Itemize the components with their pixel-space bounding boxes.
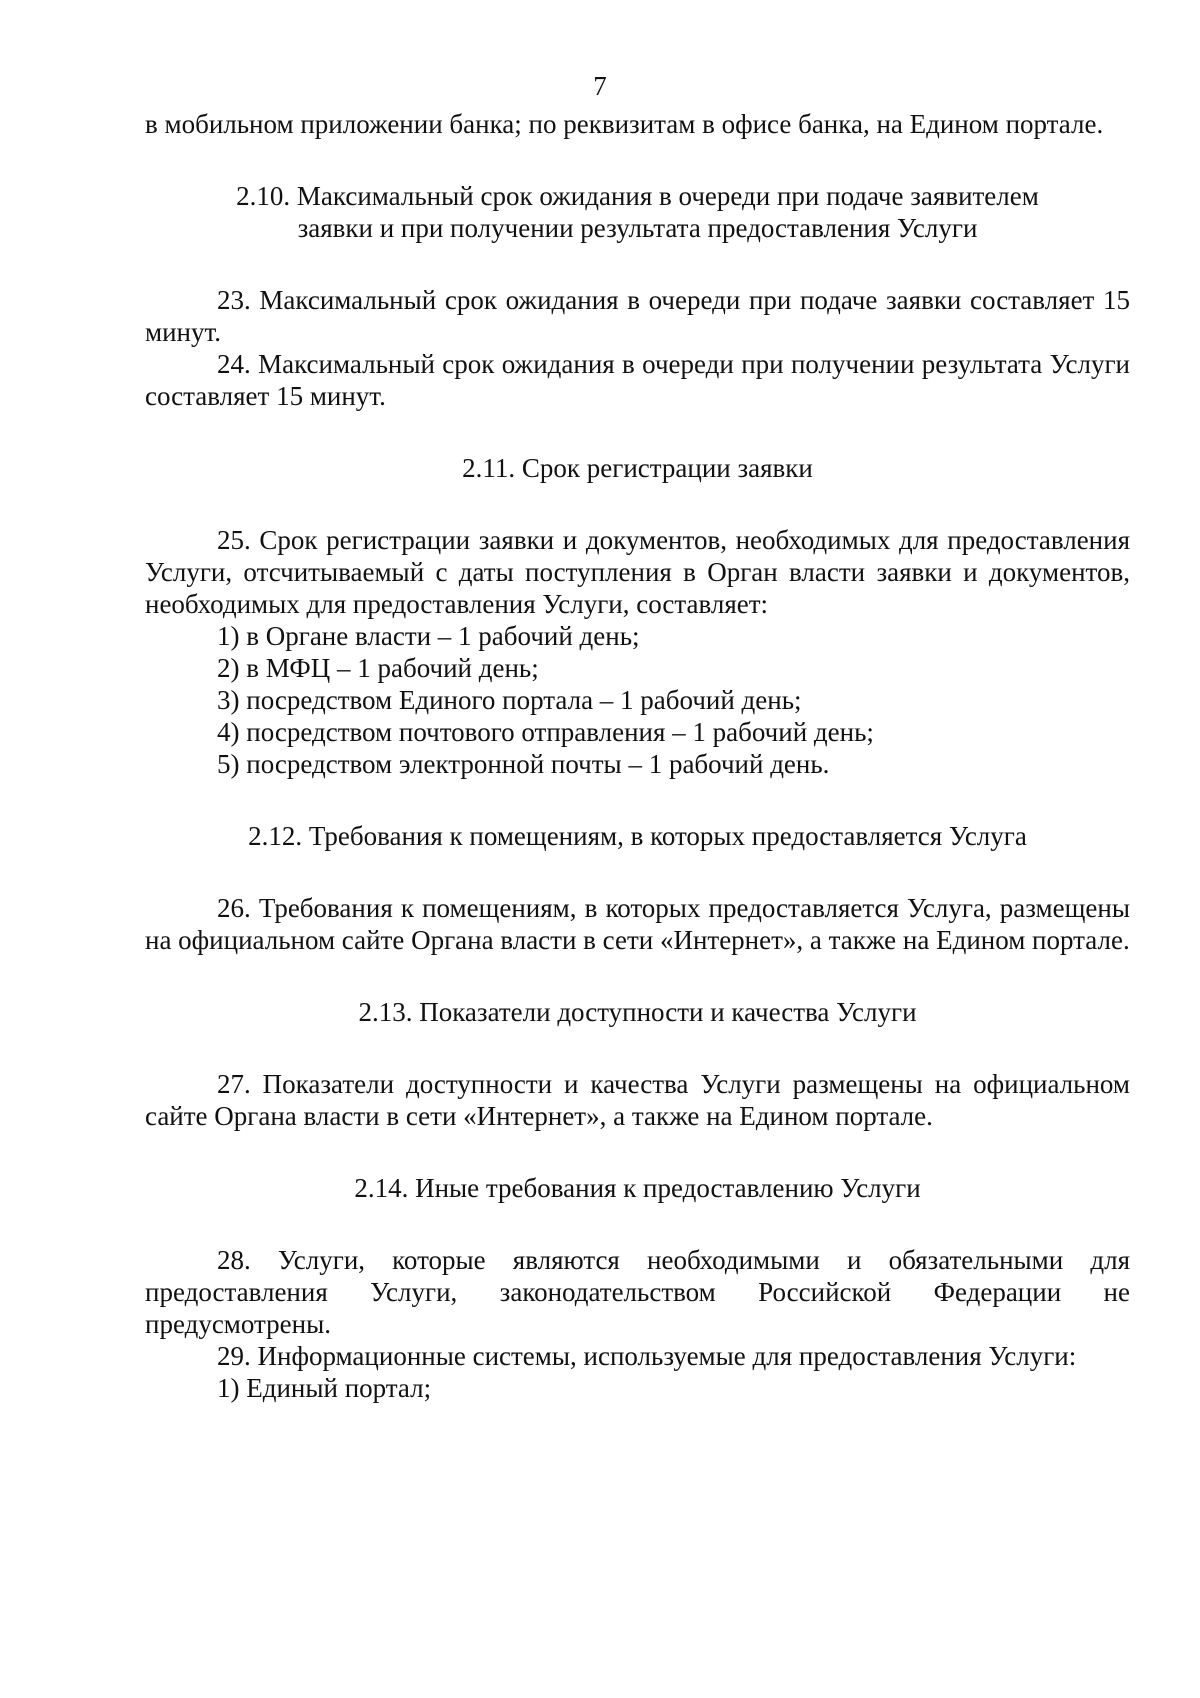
- list-item: 1) Единый портал;: [217, 1373, 432, 1403]
- heading-2-13: 2.13. Показатели доступности и качества Услуги: [358, 997, 917, 1027]
- paragraph-24: 24. Максимальный срок ожидания в очереди при получении результата Услуги составляет 15 минут.: [145, 349, 1130, 411]
- heading-2-10-line2: заявки и при получении результата предоставления Услуги: [297, 213, 978, 243]
- document-body: [145, 108, 1130, 1404]
- list-item: 4) посредством почтового отправления – 1 рабочий день;: [217, 717, 874, 747]
- paragraph-23: 23. Максимальный срок ожидания в очереди при подаче заявки составляет 15 минут.: [145, 285, 1130, 347]
- heading-2-12: 2.12. Требования к помещениям, в которых предоставляется Услуга: [248, 821, 1027, 851]
- paragraph-27: 27. Показатели доступности и качества Услуги размещены на официальном сайте Органа власти в сети «Интернет», а также на Едином портале.: [145, 1069, 1130, 1131]
- list-item: 3) посредством Единого портала – 1 рабочий день;: [217, 685, 802, 715]
- paragraph-28: 28. Услуги, которые являются необходимыми и обязательными для предоставления Услуги, законодательством Российской Федерации не предусмотрены.: [145, 1245, 1130, 1339]
- list-item: 5) посредством электронной почты – 1 рабочий день.: [217, 749, 830, 779]
- intro-paragraph: в мобильном приложении банка; по реквизитам в офисе банка, на Едином портале.: [145, 109, 1104, 139]
- list-item: 2) в МФЦ – 1 рабочий день;: [217, 653, 539, 683]
- paragraph-26: 26. Требования к помещениям, в которых предоставляется Услуга, размещены на официальном сайте Органа власти в сети «Интернет», а также на Едином портале.: [145, 893, 1130, 955]
- heading-2-14: 2.14. Иные требования к предоставлению Услуги: [354, 1173, 921, 1203]
- list-item: 1) в Органе власти – 1 рабочий день;: [217, 621, 640, 651]
- paragraph-25: 25. Срок регистрации заявки и документов, необходимых для предоставления Услуги, отсчитываемый с даты поступления в Орган власти заявки и документов, необходимых для предоставления Услуги, составляет:: [145, 525, 1130, 619]
- page-number: 7: [593, 71, 607, 101]
- paragraph-29: 29. Информационные системы, используемые для предоставления Услуги:: [217, 1341, 1077, 1371]
- heading-2-10-line1: 2.10. Максимальный срок ожидания в очереди при подаче заявителем: [236, 181, 1039, 211]
- heading-2-11: 2.11. Срок регистрации заявки: [462, 453, 813, 483]
